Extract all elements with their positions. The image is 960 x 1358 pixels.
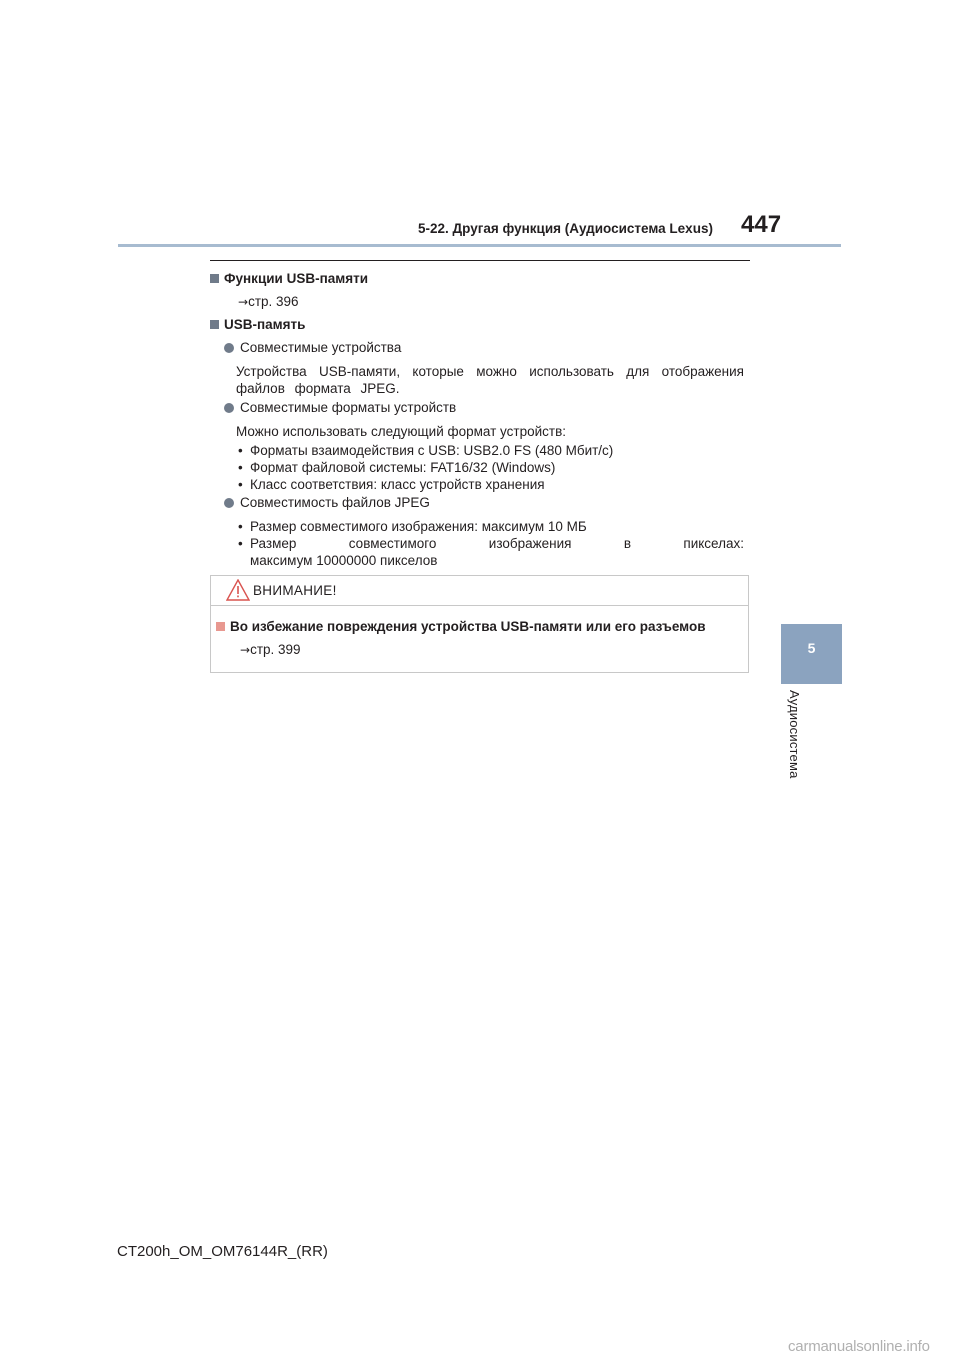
list-item: • Размер совместимого изображения в пикселах: максимум 10000000 пикселов (238, 536, 744, 568)
jpeg-list (238, 518, 744, 569)
usb-functions-heading: Функции USB-памяти (210, 270, 750, 287)
content-rule (210, 260, 750, 261)
list-item: • Класс соответствия: класс устройств хранения (238, 477, 545, 492)
arrow-right-icon: → (240, 643, 251, 657)
chapter-number: 5 (807, 640, 816, 656)
caution-title: ВНИМАНИЕ! (253, 583, 337, 598)
square-bullet-icon (210, 320, 219, 329)
caution-ref: →стр. 399 (240, 642, 301, 657)
list-item: • Формат файловой системы: FAT16/32 (Windows) (238, 460, 556, 475)
section-title: 5-22. Другая функция (Аудиосистема Lexus) (418, 221, 713, 236)
document-code: CT200h_OM_OM76144R_(RR) (117, 1243, 328, 1260)
square-bullet-icon (216, 622, 225, 631)
arrow-right-icon: → (238, 295, 249, 309)
jpeg-heading: Совместимость файлов JPEG (224, 494, 764, 511)
watermark: carmanualsonline.info (788, 1338, 930, 1355)
circle-bullet-icon (224, 403, 234, 413)
caution-box (210, 575, 749, 673)
warning-triangle-icon (226, 579, 250, 601)
list-item: • Размер совместимого изображения: максимум 10 МБ (238, 519, 587, 534)
compatible-devices-heading: Совместимые устройства (224, 339, 764, 356)
compatible-devices-text: Устройства USB-памяти, которые можно использовать для отображения файлов формата JPEG. (236, 364, 744, 396)
compatible-formats-intro: Можно использовать следующий формат устройств: (236, 424, 566, 439)
header-rule (118, 244, 841, 247)
justified-line: Размер совместимого изображения в пикселах: (250, 536, 744, 551)
page-number: 447 (741, 211, 782, 238)
square-bullet-icon (210, 274, 219, 283)
list-item: • Форматы взаимодействия с USB: USB2.0 FS (480 Мбит/с) (238, 443, 614, 458)
chapter-tab (781, 624, 842, 684)
formats-list (238, 442, 738, 493)
usb-functions-ref: →стр. 396 (238, 294, 299, 309)
circle-bullet-icon (224, 498, 234, 508)
caution-header (211, 576, 748, 606)
chapter-label: Аудиосистема (787, 690, 802, 779)
caution-item: Во избежание повреждения устройства USB-памяти или его разъемов (216, 619, 706, 634)
usb-memory-heading: USB-память (210, 316, 750, 333)
circle-bullet-icon (224, 343, 234, 353)
compatible-formats-heading: Совместимые форматы устройств (224, 399, 764, 416)
